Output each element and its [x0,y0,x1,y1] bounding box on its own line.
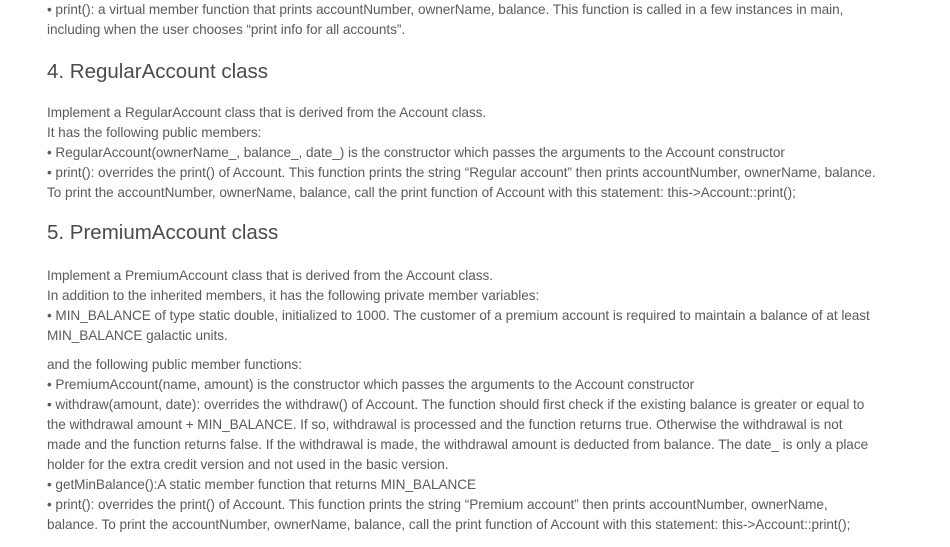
bullet-line: • MIN_BALANCE of type static double, initialized to 1000. The customer of a premium account is required to maintain a balance of at least [47,308,870,323]
intro-line: • print(): a virtual member function that prints accountNumber, ownerName, balance. This function is called in a few instances in main, [47,2,844,17]
bullet-line: • PremiumAccount(name, amount) is the constructor which passes the arguments to the Account constructor [47,377,695,392]
intro-text-block [47,0,918,40]
body-line: Implement a RegularAccount class that is derived from the Account class. [47,105,487,120]
body-line: MIN_BALANCE galactic units. [47,328,228,343]
body-line: It has the following public members: [47,125,262,140]
body-line: balance. To print the accountNumber, ownerName, balance, call the print function of Account with this statement: this->Account::print(); [47,517,851,532]
bullet-line: • getMinBalance():A static member function that returns MIN_BALANCE [47,477,477,492]
bullet-line: • print(): overrides the print() of Account. This function prints the string “Regular account” then prints accountNumber, ownerName, balance. [47,165,876,180]
bullet-line: • withdraw(amount, date): overrides the withdraw() of Account. The function should first check if the existing balance is greater or equal to [47,397,865,412]
body-line: To print the accountNumber, ownerName, balance, call the print function of Account with this statement: this->Account::print(); [47,185,796,200]
section-premium-account-functions [47,355,918,535]
section-regular-account-body [47,103,918,203]
bullet-line: • RegularAccount(ownerName_, balance_, date_) is the constructor which passes the arguments to the Account constructor [47,145,785,160]
body-line: the withdrawal amount + MIN_BALANCE. If so, withdrawal is processed and the function returns true. Otherwise the withdrawal is not [47,417,843,432]
bullet-line: • print(): overrides the print() of Account. This function prints the string “Premium account” then prints accountNumber, ownerName, [47,497,828,512]
body-line: made and the function returns false. If the withdrawal is made, the withdrawal amount is deducted from balance. The date_ is only a place [47,437,869,452]
body-line: and the following public member functions: [47,357,302,372]
section-premium-account-members [47,266,918,346]
body-line: Implement a PremiumAccount class that is derived from the Account class. [47,268,493,283]
section-heading-regular-account: 4. RegularAccount class [47,60,269,83]
body-line: In addition to the inherited members, it has the following private member variables: [47,288,540,303]
section-heading-premium-account: 5. PremiumAccount class [47,221,279,244]
intro-line: including when the user chooses “print info for all accounts”. [47,22,406,37]
body-line: holder for the extra credit version and not used in the basic version. [47,457,449,472]
